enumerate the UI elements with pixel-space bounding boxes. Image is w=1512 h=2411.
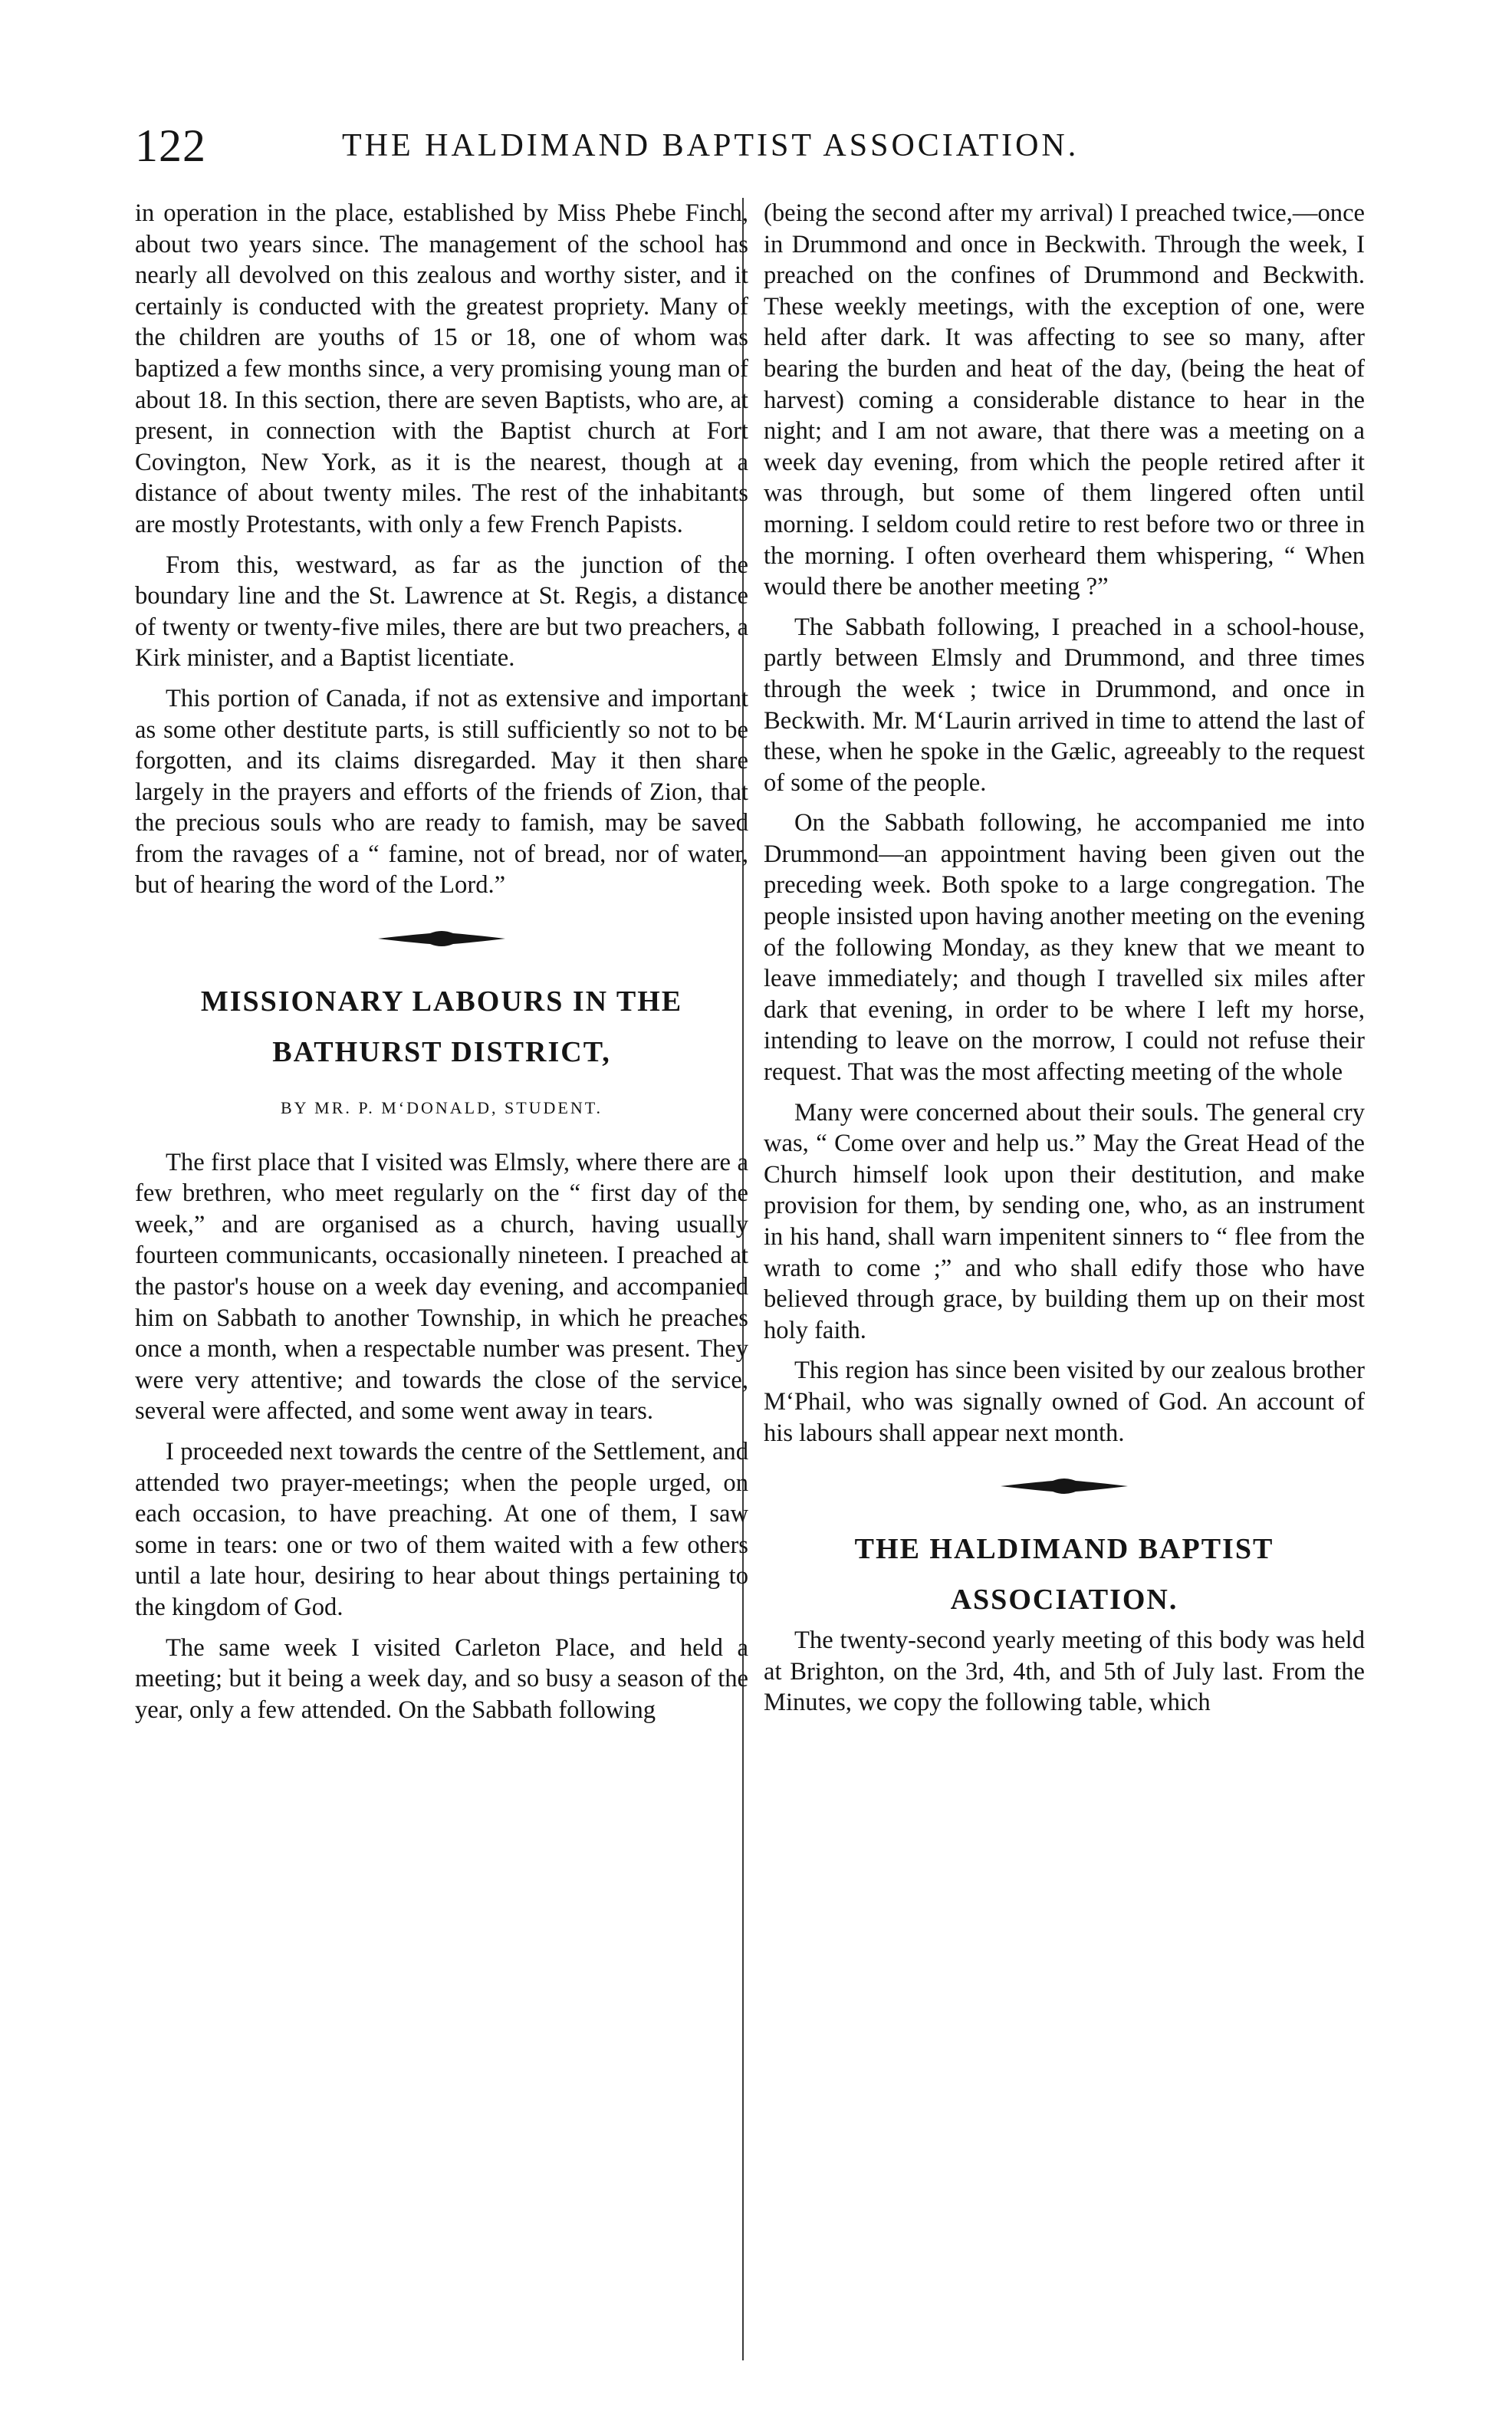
section-title-line-2: BATHURST DISTRICT,: [272, 1036, 611, 1069]
running-title: THE HALDIMAND BAPTIST ASSOCIATION.: [342, 128, 1080, 163]
paragraph: Many were concerned about their souls. The general cry was, “ Come over and help us.” May the Great Head of the Church himself look upon their destitution, and make provision for them, by sending one, who, as an instrument in his hand, shall warn impenitent sinners to “ flee from the wrath to come ;” and who shall edify those who have believed through grace, by building them up on their most holy faith.: [764, 1098, 1365, 1344]
paragraph: The same week I visited Carleton Place, and held a meeting; but it being a week day, and so busy a season of the year, only a few attended. On the Sabbath following: [135, 1633, 748, 1724]
byline: BY MR. P. M‘DONALD, STUDENT.: [280, 1098, 603, 1118]
paragraph: The first place that I visited was Elmsly, where there are a few brethren, who meet regularly on the “ first day of the week,” and are organised as a church, having usually fourteen communicants, occasionally nineteen. I preached at the pastor's house on a week day evening, and accompanied him on Sabbath to another Township, in which he preaches once a month, when a respectable number was present. They were very attentive; and towards the close of the service, several were affected, and some went away in tears.: [135, 1148, 748, 1426]
paragraph: in operation in the place, established by Miss Phebe Finch, about two years since. The management of the school has nearly all devolved on this zealous and worthy sister, and it certainly is conducted with the greatest propriety. Many of the children are youths of 15 or 18, one of whom was baptized a few months since, a very promising young man of about 18. In this section, there are seven Baptists, who are, at present, in connection with the Baptist church at Fort Covington, New York, as it is the nearest, though at a distance of about twenty miles. The rest of the inhabitants are mostly Protestants, with only a few French Papists.: [135, 199, 748, 538]
paragraph: The Sabbath following, I preached in a school-house, partly between Elmsly and Drummond, and three times through the week ; twice in Drummond, and once in Beckwith. Mr. M‘Laurin arrived in time to attend the last of these, when he spoke in the Gælic, agreeably to the request of some of the people.: [764, 613, 1365, 797]
running-head: [135, 115, 1362, 176]
paragraph: I proceeded next towards the centre of the Settlement, and attended two prayer-meetings; when the people urged, on each occasion, to have preaching. At one of them, I saw some in tears: one or two of them waited with a few others until a late hour, desiring to hear about things pertaining to the kingdom of God.: [135, 1438, 748, 1621]
section-title-line-1: MISSIONARY LABOURS IN THE: [200, 985, 683, 1018]
right-column: [764, 198, 1365, 1728]
page-number: 122: [135, 120, 206, 171]
paragraph: This region has since been visited by our zealous brother M‘Phail, who was signally owned of God. An account of his labours shall appear next month.: [764, 1357, 1365, 1447]
paragraph: The twenty-second yearly meeting of this body was held at Brighton, on the 3rd, 4th, and 5th of July last. From the Minutes, we copy the following table, which: [764, 1627, 1365, 1717]
paragraph: (being the second after my arrival) I preached twice,—once in Drummond and once in Beckwith. Through the week, I preached on the confines of Drummond and Beckwith. These weekly meetings, with the exception of one, were held after dark. It was affecting to see so many, after bearing the burden and heat of the day, (being the heat of harvest) coming a considerable distance to hear in the night; and I am not aware, that there was a meeting on a week day evening, from which the people retired after it was through, but some of them lingered often until morning. I seldom could retire to rest before two or three in the morning. I often overheard them whispering, “ When would there be another meeting ?”: [764, 199, 1365, 601]
printer-ornament-icon: [376, 927, 507, 950]
paragraph: From this, westward, as far as the junction of the boundary line and the St. Lawrence at St. Regis, a distance of twenty or twenty-five miles, there are but two preachers, a Kirk minister, and a Baptist licentiate.: [135, 551, 748, 673]
paragraph: On the Sabbath following, he accompanied me into Drummond—an appointment having been given out the preceding week. Both spoke to a large congregation. The people insisted upon having another meeting on the evening of the following Monday, as they knew that we meant to leave immediately; and though I travelled six miles after dark that evening, in order to be where I left my horse, intending to leave on the morrow, I could not refuse their request. That was the most affecting meeting of the whole: [764, 809, 1365, 1087]
section-title-line-1: THE HALDIMAND BAPTIST: [854, 1533, 1274, 1566]
section-title-line-2: ASSOCIATION.: [950, 1584, 1178, 1617]
paragraph: This portion of Canada, if not as extensive and important as some other destitute parts, is still sufficiently so not to be forgotten, and its claims disregarded. May it then share largely in the prayers and efforts of the friends of Zion, that the precious souls who are ready to famish, may be saved from the ravages of a “ famine, not of bread, nor of water, but of hearing the word of the Lord.”: [135, 684, 748, 900]
printer-ornament-icon: [999, 1475, 1129, 1498]
left-column: [135, 198, 748, 1735]
